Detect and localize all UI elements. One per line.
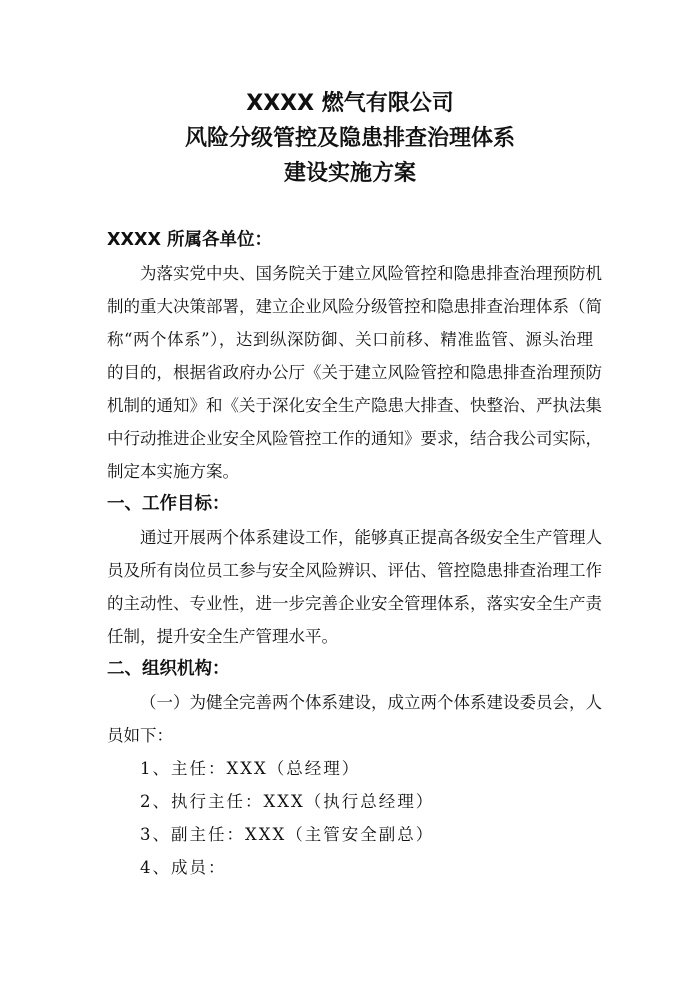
list-item: 3、副主任：XXX（主管安全副总） — [140, 825, 435, 844]
organization-paragraph — [107, 686, 602, 752]
document-body — [107, 224, 602, 884]
paragraph-line: 中行动推进企业安全风险管控工作的通知》要求，结合我公司实际， — [107, 429, 602, 448]
section-heading-goals: 一、工作目标： — [107, 494, 230, 514]
paragraph-line: 员如下： — [107, 726, 173, 745]
committee-list — [107, 752, 593, 884]
title-line-plan: 建设实施方案 — [283, 161, 416, 186]
list-item: 1、主任：XXX（总经理） — [140, 759, 361, 778]
title-line-company: XXXX 燃气有限公司 — [246, 91, 454, 116]
intro-paragraph — [107, 257, 602, 488]
paragraph-line: 的主动性、专业性，进一步完善企业安全管理体系，落实安全生产责 — [107, 594, 602, 613]
paragraph-line: （一）为健全完善两个体系建设，成立两个体系建设委员会，人 — [140, 693, 602, 712]
section-heading-organization: 二、组织机构： — [107, 659, 230, 679]
paragraph-line: 的目的，根据省政府办公厅《关于建立风险管控和隐患排查治理预防 — [107, 363, 602, 382]
paragraph-line: 称“两个体系”），达到纵深防御、关口前移、精准监管、源头治理 — [107, 330, 593, 349]
title-line-system: 风险分级管控及隐患排查治理体系 — [184, 126, 515, 151]
document-title — [0, 86, 700, 191]
paragraph-line: 任制，提升安全生产管理水平。 — [107, 627, 338, 646]
paragraph-line: 机制的通知》和《关于深化安全生产隐患大排查、快整治、严执法集 — [107, 396, 602, 415]
paragraph-line: 制的重大决策部署，建立企业风险分级管控和隐患排查治理体系（简 — [107, 297, 602, 316]
salutation: XXXX 所属各单位： — [107, 230, 273, 250]
paragraph-line: 通过开展两个体系建设工作，能够真正提高各级安全生产管理人 — [140, 528, 602, 547]
paragraph-line: 制定本实施方案。 — [107, 462, 239, 481]
paragraph-line: 为落实党中央、国务院关于建立风险管控和隐患排查治理预防机 — [140, 264, 602, 283]
paragraph-line: 员及所有岗位员工参与安全风险辨识、评估、管控隐患排查治理工作 — [107, 561, 602, 580]
list-item: 4、成员： — [140, 858, 227, 877]
list-item: 2、执行主任：XXX（执行总经理） — [140, 792, 435, 811]
goals-paragraph — [107, 521, 602, 653]
